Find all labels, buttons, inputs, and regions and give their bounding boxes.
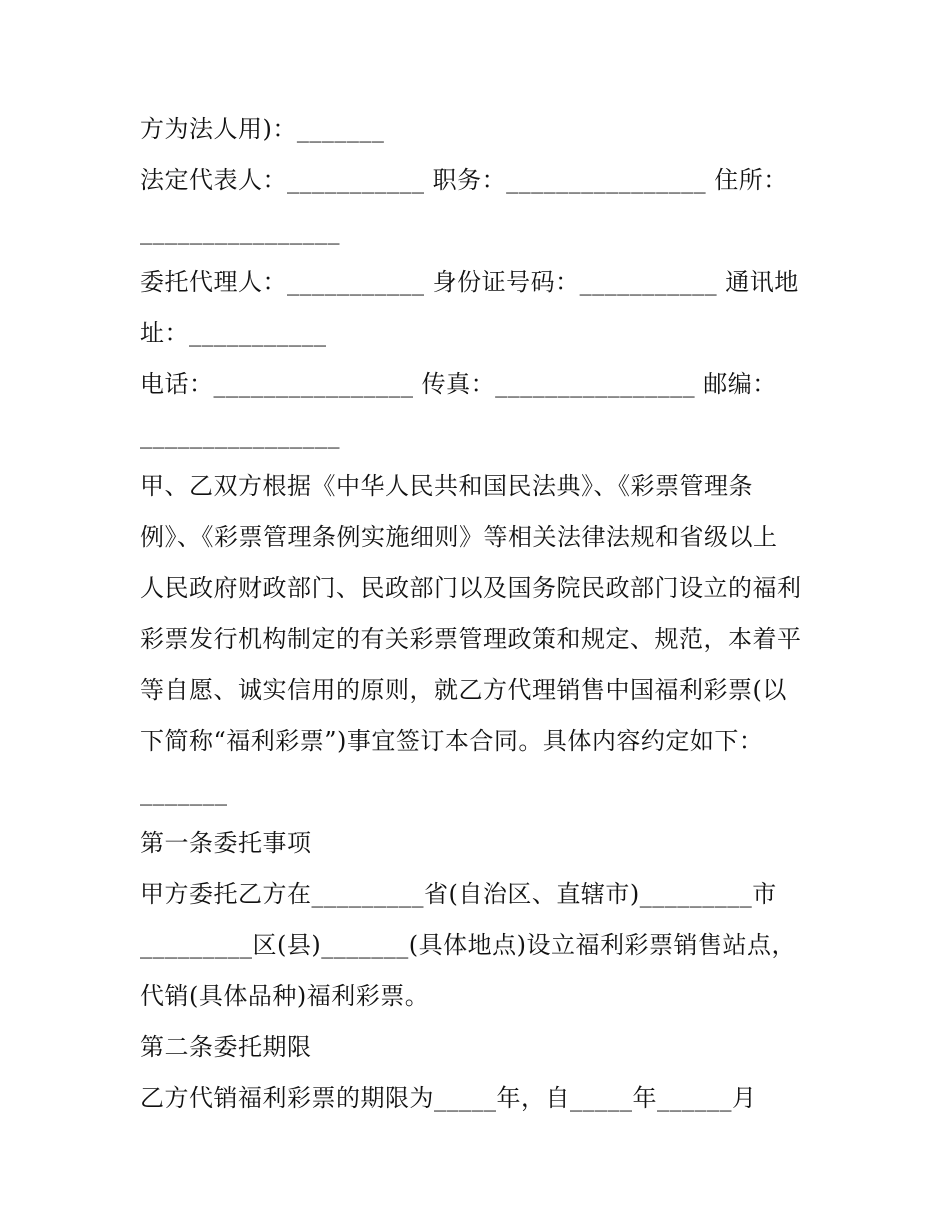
text-line: 人民政府财政部门、民政部门以及国务院民政部门设立的福利 xyxy=(140,574,802,602)
text-line: 甲、乙双方根据《中华人民共和国民法典》、《彩票管理条 xyxy=(140,472,753,500)
text-line: 代销(具体品种)福利彩票。 xyxy=(140,982,430,1010)
text-line: 乙方代销福利彩票的期限为_____年，自_____年______月 xyxy=(140,1084,757,1112)
section-heading: 第二条委托期限 xyxy=(140,1033,312,1061)
text-line: 等自愿、诚实信用的原则，就乙方代理销售中国福利彩票(以 xyxy=(140,676,787,704)
text-line: 例》、《彩票管理条例实施细则》等相关法律法规和省级以上 xyxy=(140,523,778,551)
text-line: 址：___________ xyxy=(140,319,327,347)
text-line: 电话：________________ 传真：________________ 邮编： xyxy=(140,370,777,398)
text-line: 甲方委托乙方在_________省(自治区、直辖市)_________市 xyxy=(140,880,777,908)
text-line: _______ xyxy=(140,778,228,806)
text-line: 彩票发行机构制定的有关彩票管理政策和规定、规范，本着平 xyxy=(140,625,802,653)
text-line: _________区(县)_______(具体地点)设立福利彩票销售站点， xyxy=(140,931,796,959)
text-line: 委托代理人：___________ 身份证号码：___________ 通讯地 xyxy=(140,268,799,296)
text-line: 方为法人用)：_______ xyxy=(140,115,385,143)
text-line: 下简称“福利彩票”)事宜签订本合同。具体内容约定如下： xyxy=(140,727,764,755)
text-line: ________________ xyxy=(140,217,340,245)
section-heading: 第一条委托事项 xyxy=(140,829,312,857)
document-body xyxy=(140,104,820,1124)
text-line: 法定代表人：___________ 职务：________________ 住所： xyxy=(140,166,788,194)
text-line: ________________ xyxy=(140,421,340,449)
